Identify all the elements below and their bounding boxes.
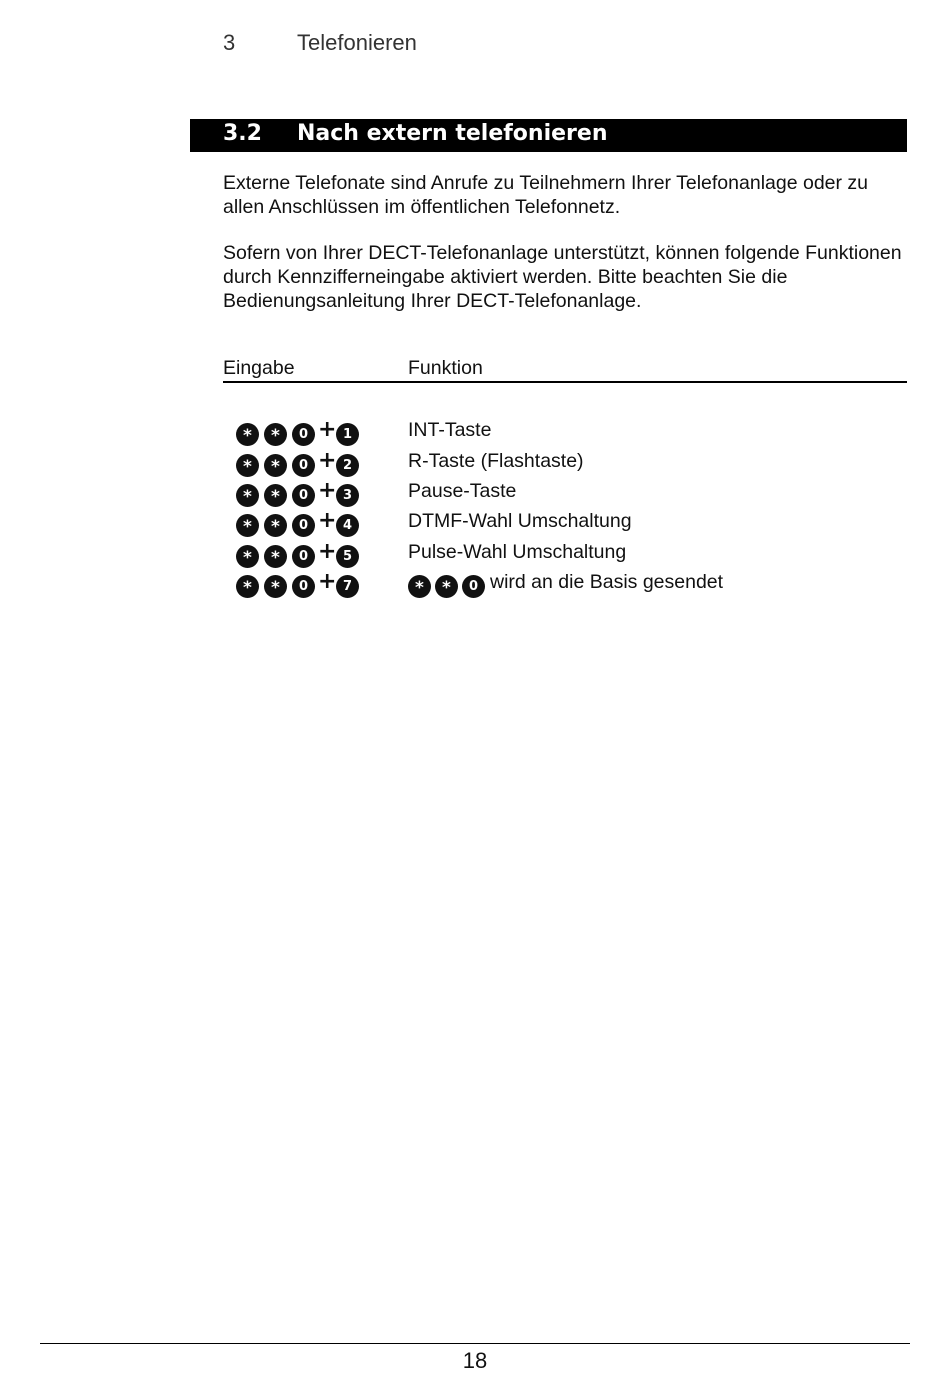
- star-key-icon: *: [264, 423, 287, 446]
- star-key-icon: *: [435, 575, 458, 598]
- function-label: DTMF-Wahl Umschaltung: [408, 510, 632, 532]
- footer-rule: [40, 1343, 910, 1344]
- digit-key-icon: 1: [336, 423, 359, 446]
- table-row: [0, 480, 950, 510]
- star-key-icon: *: [236, 545, 259, 568]
- table-row: [0, 450, 950, 480]
- header-rule: [223, 381, 907, 383]
- star-key-icon: *: [236, 514, 259, 537]
- plus-sign: +: [318, 539, 337, 564]
- star-key-icon: *: [264, 575, 287, 598]
- function-label: Pause-Taste: [408, 480, 517, 502]
- table-row: [0, 510, 950, 540]
- chapter-title: Telefonieren: [297, 30, 417, 55]
- function-label: wird an die Basis gesendet: [490, 571, 724, 593]
- plus-sign: +: [318, 478, 337, 503]
- plus-sign: +: [318, 417, 337, 442]
- functions-paragraph: Sofern von Ihrer DECT-Telefonanlage unterstützt, können folgende Funktionen durch Kennzifferneingabe aktiviert werden. Bitte beachten Sie die Bedienungsanleitung Ihrer DECT-Telefonanlage.: [223, 242, 902, 312]
- section-title: Nach extern telefonieren: [297, 121, 608, 146]
- star-key-icon: *: [236, 423, 259, 446]
- digit-key-icon: 3: [336, 484, 359, 507]
- function-label: R-Taste (Flashtaste): [408, 450, 584, 472]
- zero-key-icon: 0: [292, 423, 315, 446]
- plus-sign: +: [318, 569, 337, 594]
- star-key-icon: *: [236, 454, 259, 477]
- zero-key-icon: 0: [292, 454, 315, 477]
- intro-paragraph: Externe Telefonate sind Anrufe zu Teilnehmern Ihrer Telefonanlage oder zu allen Anschlüssen im öffentlichen Telefonnetz.: [223, 172, 869, 218]
- page-number: 18: [462, 1348, 488, 1373]
- star-key-icon: *: [264, 514, 287, 537]
- digit-key-icon: 7: [336, 575, 359, 598]
- star-key-icon: *: [236, 575, 259, 598]
- table-row: [0, 419, 950, 449]
- function-label: Pulse-Wahl Umschaltung: [408, 541, 627, 563]
- digit-key-icon: 4: [336, 514, 359, 537]
- star-key-icon: *: [236, 484, 259, 507]
- plus-sign: +: [318, 448, 337, 473]
- star-key-icon: *: [264, 545, 287, 568]
- zero-key-icon: 0: [292, 575, 315, 598]
- column-header-input: Eingabe: [223, 357, 295, 379]
- table-row: [0, 541, 950, 571]
- chapter-number: 3: [223, 30, 236, 55]
- zero-key-icon: 0: [292, 514, 315, 537]
- function-label: INT-Taste: [408, 419, 492, 441]
- section-heading: [190, 119, 907, 152]
- digit-key-icon: 5: [336, 545, 359, 568]
- zero-key-icon: 0: [292, 545, 315, 568]
- star-key-icon: *: [264, 484, 287, 507]
- zero-key-icon: 0: [292, 484, 315, 507]
- column-header-function: Funktion: [408, 357, 483, 379]
- section-number: 3.2: [223, 121, 262, 146]
- plus-sign: +: [318, 508, 337, 533]
- table-row: [0, 571, 950, 601]
- digit-key-icon: 2: [336, 454, 359, 477]
- star-key-icon: *: [264, 454, 287, 477]
- zero-key-icon: 0: [462, 575, 485, 598]
- star-key-icon: *: [408, 575, 431, 598]
